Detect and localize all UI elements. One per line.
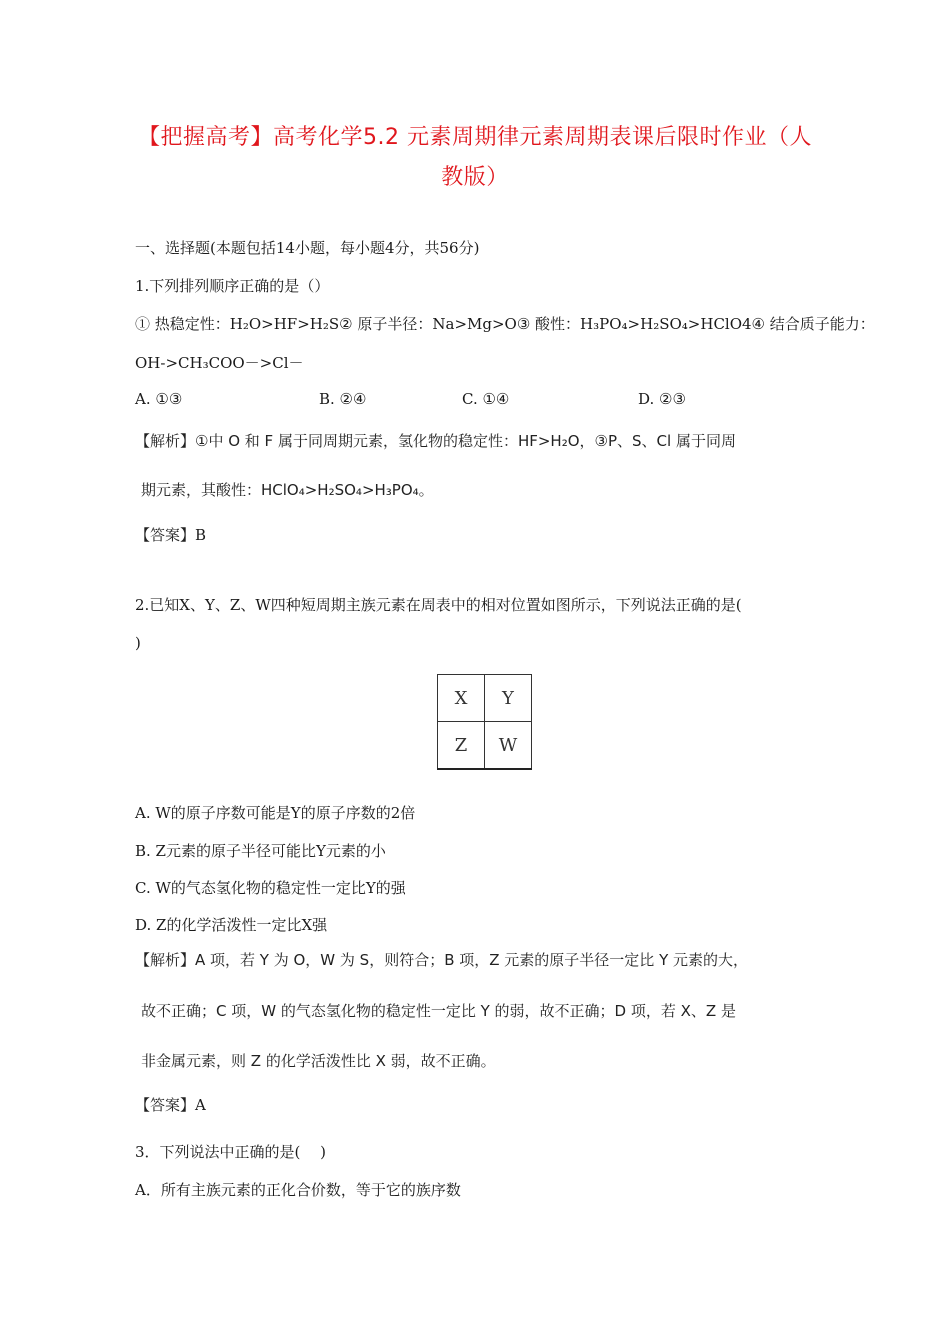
q2-stem-line-2: ) [135,634,141,652]
q1-option-b: B. ②④ [319,390,367,408]
q2-answer [135,1094,206,1115]
element-position-grid [437,674,532,770]
q1-answer-label: 【答案】 [135,526,196,544]
grid-cell-x: X [438,675,485,722]
q1-option-a: A. ①③ [135,390,183,408]
q2-option-a: A. W的原子序数可能是Y的原子序数的2倍 [135,804,416,822]
title-line-1: 【把握高考】高考化学5.2 元素周期律元素周期表课后限时作业（人 [138,125,812,150]
q2-option-c: C. W的气态氢化物的稳定性一定比Y的强 [135,879,406,897]
q1-answer [135,524,206,545]
q1-statements-line-1: ① 热稳定性：H₂O>HF>H₂S② 原子半径：Na>Mg>O③ 酸性：H₃PO₄>H₂SO₄>HClO4④ 结合质子能力： [135,315,875,333]
grid-cell-z: Z [438,722,485,770]
title-line-2: 教版） [441,165,509,190]
q2-option-d: D. Z的化学活泼性一定比X强 [135,916,328,934]
q1-stem: 1.下列排列顺序正确的是（） [135,277,330,295]
q1-analysis-line-1: 【解析】①中 O 和 F 属于同周期元素，氢化物的稳定性：HF>H₂O，③P、S、Cl 属于同周 [135,432,736,450]
q3-stem: 3．下列说法中正确的是( ) [135,1143,327,1161]
q2-analysis-line-2: 故不正确；C 项，W 的气态氢化物的稳定性一定比 Y 的弱，故不正确；D 项，若 X、Z 是 [141,1002,736,1020]
q2-analysis-line-3: 非金属元素，则 Z 的化学活泼性比 X 弱，故不正确。 [141,1052,496,1070]
q1-statements-line-2: OH->CH₃COO－>Cl－ [135,354,304,372]
q2-analysis-line-1: 【解析】A 项，若 Y 为 O，W 为 S，则符合；B 项，Z 元素的原子半径一定比 Y 元素的大， [135,951,748,969]
q3-option-a: A．所有主族元素的正化合价数，等于它的族序数 [135,1181,461,1199]
section-heading: 一、选择题(本题包括14小题，每小题4分，共56分) [135,239,480,257]
q2-stem-line-1: 2.已知X、Y、Z、W四种短周期主族元素在周表中的相对位置如图所示，下列说法正确的是( [135,596,742,614]
q1-option-c: C. ①④ [462,390,510,408]
q1-answer-value: B [195,526,207,544]
q1-analysis-line-2: 期元素，其酸性：HClO₄>H₂SO₄>H₃PO₄。 [141,481,434,499]
q2-answer-label: 【答案】 [135,1096,196,1114]
grid-cell-w: W [485,722,532,770]
q1-option-d: D. ②③ [638,390,686,408]
q2-answer-value: A [195,1096,206,1114]
q2-option-b: B. Z元素的原子半径可能比Y元素的小 [135,842,386,860]
document-title [100,118,850,198]
grid-cell-y: Y [485,675,532,722]
